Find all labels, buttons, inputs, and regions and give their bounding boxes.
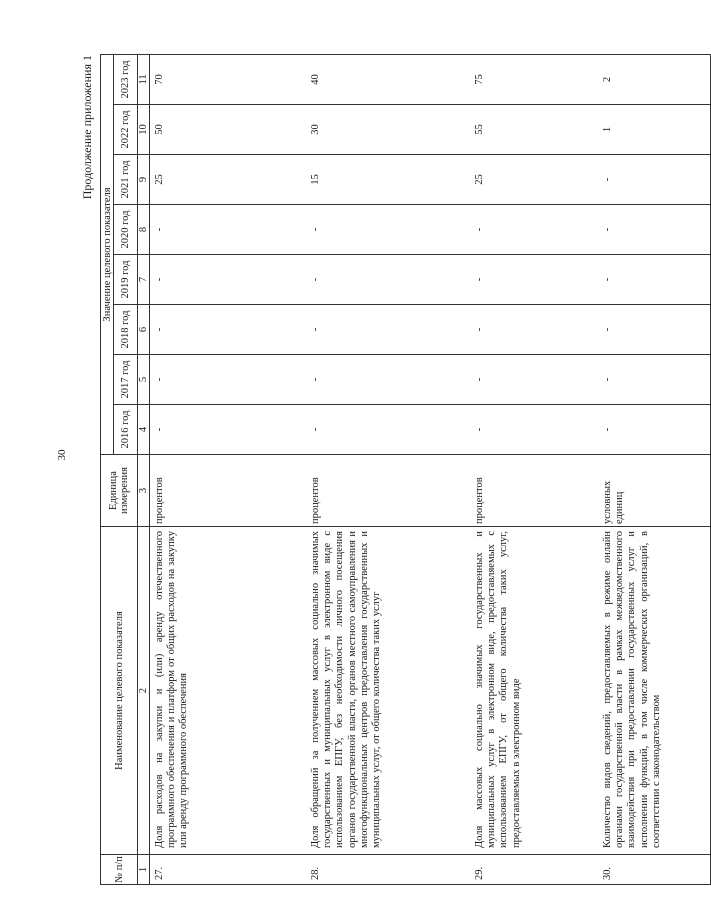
appendix-caption: Продолжение приложения 1 bbox=[80, 55, 94, 200]
unit-of-measure: процентов bbox=[150, 455, 307, 527]
header-unit: Единица измерения bbox=[101, 455, 138, 527]
column-number: 1 bbox=[138, 855, 150, 885]
value-2016: - bbox=[150, 405, 307, 455]
column-number: 10 bbox=[138, 105, 150, 155]
value-2020: - bbox=[150, 205, 307, 255]
row-number: 30. bbox=[598, 855, 711, 885]
value-2022: 1 bbox=[598, 105, 711, 155]
value-2020: - bbox=[470, 205, 598, 255]
value-2019: - bbox=[306, 255, 470, 305]
column-number: 9 bbox=[138, 155, 150, 205]
value-2016: - bbox=[470, 405, 598, 455]
page-number: 30 bbox=[56, 449, 68, 461]
unit-of-measure: процентов bbox=[306, 455, 470, 527]
value-2017: - bbox=[150, 355, 307, 405]
table-row bbox=[306, 54, 470, 884]
value-2017: - bbox=[470, 355, 598, 405]
table-row bbox=[470, 54, 598, 884]
value-2018: - bbox=[470, 305, 598, 355]
value-2018: - bbox=[150, 305, 307, 355]
value-2022: 30 bbox=[306, 105, 470, 155]
column-number: 6 bbox=[138, 305, 150, 355]
value-2020: - bbox=[306, 205, 470, 255]
row-number: 28. bbox=[306, 855, 470, 885]
target-indicators-table bbox=[100, 54, 711, 885]
value-2016: - bbox=[598, 405, 711, 455]
value-2022: 55 bbox=[470, 105, 598, 155]
indicator-name: Доля расходов на закупки и (или) аренду отечественного программного обеспечения и платформ от общих расходов на закупку или аренду программного обеспечения bbox=[150, 527, 307, 855]
indicator-name: Доля обращений за получением массовых социально значимых государственных и муниципальных услуг в электронном виде с использованием ЕПГУ, без необходимости личного посещения органов государственной власти, органов местного самоуправления и многофункциональных центров предоставления государственных и муниципальных услуг, от общего количества таких услуг bbox=[306, 527, 470, 855]
indicator-name: Количество видов сведений, предоставляемых в режиме онлайн органами государственной власти в рамках межведомственного взаимодействия при предоставлении государственных услуг и исполнении функций, в том числе коммерческих организаций, в соответствии с законодательством bbox=[598, 527, 711, 855]
value-2016: - bbox=[306, 405, 470, 455]
value-2018: - bbox=[598, 305, 711, 355]
value-2021: 25 bbox=[150, 155, 307, 205]
value-2021: 25 bbox=[470, 155, 598, 205]
unit-of-measure: условных единиц bbox=[598, 455, 711, 527]
column-number: 7 bbox=[138, 255, 150, 305]
column-number: 4 bbox=[138, 405, 150, 455]
header-year: 2018 год bbox=[114, 305, 138, 355]
header-year: 2019 год bbox=[114, 255, 138, 305]
value-2018: - bbox=[306, 305, 470, 355]
value-2022: 50 bbox=[150, 105, 307, 155]
header-year: 2022 год bbox=[114, 105, 138, 155]
value-2023: 2 bbox=[598, 54, 711, 104]
value-2019: - bbox=[150, 255, 307, 305]
column-number: 5 bbox=[138, 355, 150, 405]
column-number: 8 bbox=[138, 205, 150, 255]
value-2019: - bbox=[598, 255, 711, 305]
header-year: 2020 год bbox=[114, 205, 138, 255]
header-year: 2023 год bbox=[114, 54, 138, 104]
column-number: 2 bbox=[138, 527, 150, 855]
column-number: 11 bbox=[138, 54, 150, 104]
unit-of-measure: процентов bbox=[470, 455, 598, 527]
row-number: 29. bbox=[470, 855, 598, 885]
header-values-group: Значение целевого показателя bbox=[101, 54, 114, 454]
header-year: 2021 год bbox=[114, 155, 138, 205]
header-num: № п/п bbox=[101, 855, 138, 885]
value-2017: - bbox=[598, 355, 711, 405]
table-row bbox=[150, 54, 307, 884]
value-2020: - bbox=[598, 205, 711, 255]
header-year: 2017 год bbox=[114, 355, 138, 405]
value-2017: - bbox=[306, 355, 470, 405]
value-2021: - bbox=[598, 155, 711, 205]
table-row bbox=[598, 54, 711, 884]
value-2023: 70 bbox=[150, 54, 307, 104]
value-2021: 15 bbox=[306, 155, 470, 205]
rotated-page-content bbox=[79, 55, 662, 885]
value-2023: 75 bbox=[470, 54, 598, 104]
header-name: Наименование целевого показателя bbox=[101, 527, 138, 855]
column-number: 3 bbox=[138, 455, 150, 527]
value-2023: 40 bbox=[306, 54, 470, 104]
header-year: 2016 год bbox=[114, 405, 138, 455]
value-2019: - bbox=[470, 255, 598, 305]
row-number: 27. bbox=[150, 855, 307, 885]
indicator-name: Доля массовых социально значимых государственных и муниципальных услуг в электронном виде, предоставляемых с использованием ЕПГУ, от общего количества таких услуг, предоставляемых в электронном виде bbox=[470, 527, 598, 855]
